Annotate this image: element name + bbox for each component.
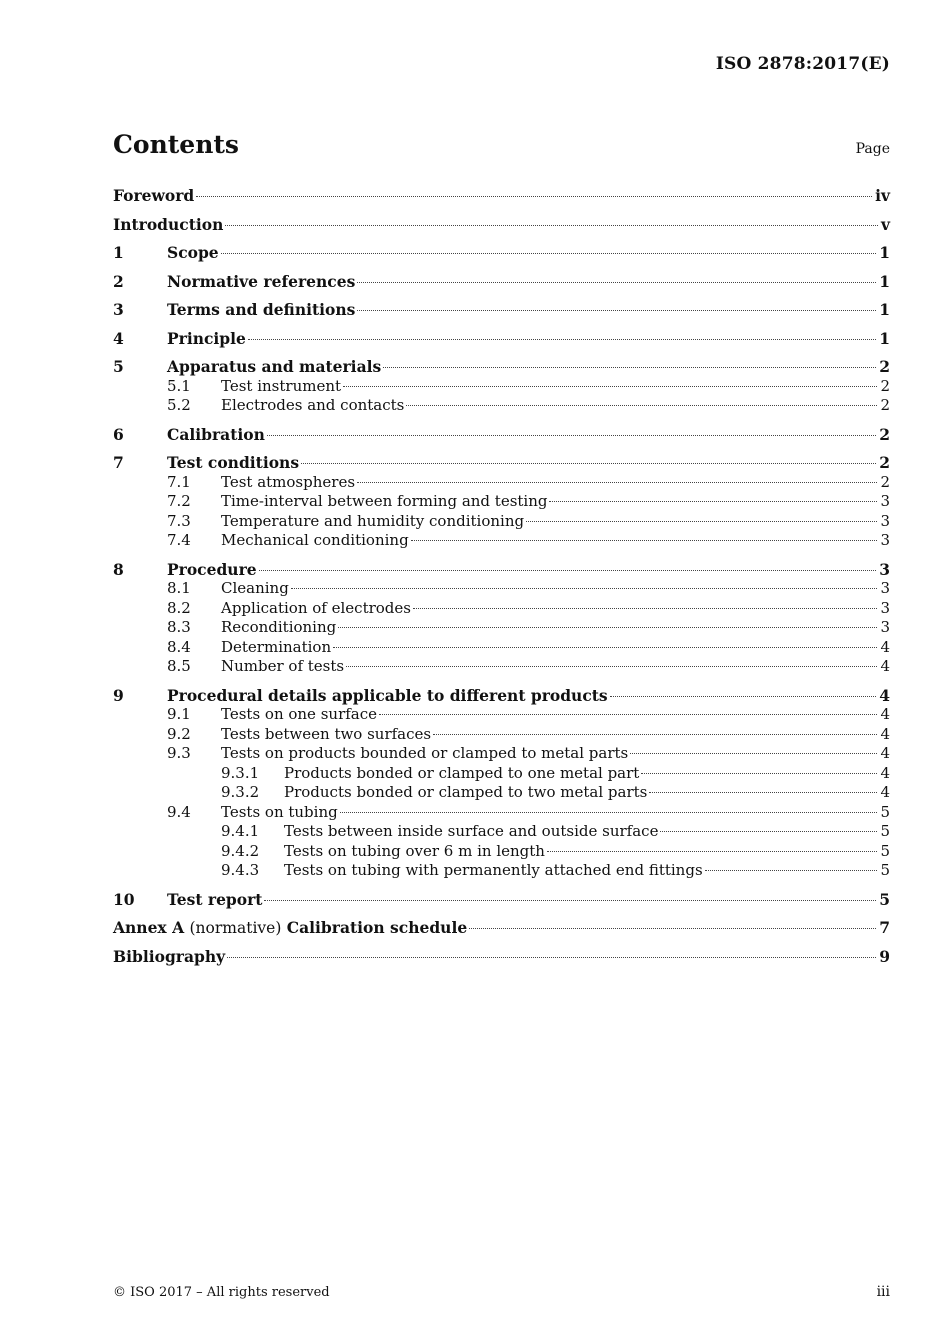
toc-number: 9.4.2 bbox=[221, 841, 260, 860]
toc-number: 9 bbox=[113, 685, 124, 705]
toc-entry-5-1[interactable] bbox=[113, 377, 890, 397]
dot-leader bbox=[649, 792, 877, 793]
toc-title: Tests on one surface bbox=[221, 705, 378, 723]
toc-page: 3 bbox=[879, 559, 890, 579]
toc-entry-introduction[interactable] bbox=[113, 215, 890, 235]
dot-leader bbox=[291, 588, 878, 589]
dot-leader bbox=[641, 773, 877, 774]
toc-number: 9.1 bbox=[167, 705, 191, 723]
toc-number: 5.2 bbox=[167, 396, 191, 414]
copyright-notice: © ISO 2017 – All rights reserved bbox=[113, 1285, 330, 1300]
dot-leader bbox=[526, 521, 877, 522]
toc-number: 9.2 bbox=[167, 724, 191, 743]
dot-leader bbox=[346, 666, 877, 667]
toc-number: 8.3 bbox=[167, 618, 191, 636]
toc-entry-9-1[interactable] bbox=[113, 705, 890, 725]
toc-page: 1 bbox=[879, 328, 890, 348]
toc-entry-9-4-2[interactable] bbox=[113, 842, 890, 862]
toc-page: 3 bbox=[880, 492, 890, 510]
toc-page: 2 bbox=[880, 396, 890, 414]
dot-leader bbox=[248, 339, 876, 340]
toc-title: Tests on tubing over 6 m in length bbox=[284, 841, 545, 860]
toc-title: Apparatus and materials bbox=[167, 357, 382, 376]
dot-leader bbox=[411, 540, 878, 541]
toc-page: 5 bbox=[880, 822, 890, 840]
toc-title: Number of tests bbox=[221, 657, 345, 675]
dot-leader bbox=[333, 647, 877, 648]
dot-leader bbox=[259, 570, 877, 571]
toc-title: Scope bbox=[167, 243, 219, 262]
dot-leader bbox=[379, 714, 877, 715]
toc-entry-9-3-1[interactable] bbox=[113, 764, 890, 784]
toc-entry-8-4[interactable] bbox=[113, 638, 890, 658]
toc-title: Products bonded or clamped to two metal parts bbox=[284, 783, 648, 801]
toc-number: 9.3.2 bbox=[221, 783, 260, 801]
toc-entry-6[interactable] bbox=[113, 425, 890, 445]
toc-entry-9[interactable] bbox=[113, 686, 890, 706]
dot-leader bbox=[610, 696, 877, 697]
toc-number: 9.4.1 bbox=[221, 822, 260, 840]
toc-entry-4[interactable] bbox=[113, 329, 890, 349]
toc-title: Bibliography bbox=[113, 946, 226, 966]
toc-page: 4 bbox=[880, 637, 890, 656]
dot-leader bbox=[549, 501, 877, 502]
toc-number: 9.3.1 bbox=[221, 763, 260, 782]
toc-page: 2 bbox=[880, 472, 890, 491]
dot-leader bbox=[705, 870, 878, 871]
toc-page: 2 bbox=[879, 424, 890, 444]
toc-page: 4 bbox=[880, 724, 890, 743]
toc-entry-7-1[interactable] bbox=[113, 473, 890, 493]
toc-number: 7.1 bbox=[167, 472, 191, 491]
dot-leader bbox=[357, 482, 877, 483]
toc-entry-7[interactable] bbox=[113, 453, 890, 473]
dot-leader bbox=[383, 367, 876, 368]
toc-number: 8.1 bbox=[167, 579, 191, 597]
toc-title: Normative references bbox=[167, 271, 356, 291]
toc-entry-9-4[interactable] bbox=[113, 803, 890, 823]
toc-number: 8.4 bbox=[167, 637, 191, 656]
toc-title: Mechanical conditioning bbox=[221, 531, 409, 549]
dot-leader bbox=[264, 900, 876, 901]
toc-entry-9-4-3[interactable] bbox=[113, 861, 890, 881]
toc-entry-2[interactable] bbox=[113, 272, 890, 292]
dot-leader bbox=[413, 608, 877, 609]
toc-page: 1 bbox=[879, 300, 890, 319]
toc-page: 3 bbox=[880, 511, 890, 530]
toc-page: iv bbox=[875, 186, 890, 205]
toc-number: 2 bbox=[113, 271, 124, 291]
toc-number: 5.1 bbox=[167, 376, 191, 395]
toc-number: 5 bbox=[113, 357, 124, 376]
annex-label: Annex A bbox=[113, 918, 185, 937]
dot-leader bbox=[267, 435, 876, 436]
toc-entry-9-3[interactable] bbox=[113, 744, 890, 764]
dot-leader bbox=[338, 627, 877, 628]
dot-leader bbox=[225, 225, 878, 226]
dot-leader bbox=[547, 851, 877, 852]
toc-entry-8-2[interactable] bbox=[113, 599, 890, 619]
toc-page: 5 bbox=[880, 802, 890, 821]
toc-title: Test atmospheres bbox=[221, 472, 356, 491]
toc-title: Tests on tubing with permanently attached end fittings bbox=[284, 861, 703, 879]
toc-page: 3 bbox=[880, 598, 890, 617]
toc-entry-10[interactable] bbox=[113, 890, 890, 910]
toc-title: Test instrument bbox=[221, 376, 342, 395]
toc-title: Test report bbox=[167, 889, 263, 909]
toc-page: 1 bbox=[879, 271, 890, 291]
toc-title: Tests between two surfaces bbox=[221, 724, 432, 743]
toc-page: 3 bbox=[880, 618, 890, 636]
toc-entry-5-2[interactable] bbox=[113, 396, 890, 416]
toc-title: Reconditioning bbox=[221, 618, 337, 636]
toc-entry-annex-a[interactable] bbox=[113, 918, 890, 938]
dot-leader bbox=[227, 957, 876, 958]
document-id: ISO 2878:2017(E) bbox=[715, 54, 890, 74]
toc-title: Foreword bbox=[113, 186, 195, 205]
toc-page: 2 bbox=[880, 376, 890, 395]
toc-title: Determination bbox=[221, 637, 332, 656]
toc-title: Principle bbox=[167, 328, 246, 348]
dot-leader bbox=[433, 734, 877, 735]
contents-header bbox=[113, 130, 890, 159]
toc-page: 5 bbox=[880, 841, 890, 860]
toc-number: 9.4 bbox=[167, 802, 191, 821]
toc-page: 4 bbox=[880, 763, 890, 782]
dot-leader bbox=[357, 282, 876, 283]
toc-title: Time-interval between forming and testing bbox=[221, 492, 548, 510]
toc-number: 6 bbox=[113, 424, 124, 444]
dot-leader bbox=[301, 463, 876, 464]
toc-number: 7.3 bbox=[167, 511, 191, 530]
toc-number: 7.4 bbox=[167, 531, 191, 549]
toc-title: Procedural details applicable to different products bbox=[167, 685, 608, 705]
toc-page: 4 bbox=[880, 657, 890, 675]
page-footer bbox=[113, 1284, 890, 1300]
dot-leader bbox=[469, 928, 876, 929]
toc-page: 3 bbox=[880, 579, 890, 597]
toc-number: 8.5 bbox=[167, 657, 191, 675]
toc-number: 4 bbox=[113, 328, 124, 348]
toc-title bbox=[113, 918, 467, 939]
toc-entry-foreword[interactable] bbox=[113, 186, 890, 206]
page-column-label: Page bbox=[855, 141, 890, 157]
toc-title: Tests on products bounded or clamped to metal parts bbox=[221, 744, 629, 762]
toc-page: 4 bbox=[880, 744, 890, 762]
toc-entry-8-3[interactable] bbox=[113, 618, 890, 638]
toc-page: 3 bbox=[880, 531, 890, 549]
toc-page: 5 bbox=[879, 889, 890, 909]
toc-page: 2 bbox=[879, 357, 890, 376]
toc-entry-5[interactable] bbox=[113, 357, 890, 377]
toc-page: 1 bbox=[879, 243, 890, 262]
dot-leader bbox=[357, 310, 876, 311]
toc-page: 4 bbox=[880, 783, 890, 801]
dot-leader bbox=[343, 386, 877, 387]
dot-leader bbox=[340, 812, 878, 813]
dot-leader bbox=[196, 196, 872, 197]
toc-entry-9-2[interactable] bbox=[113, 725, 890, 745]
toc-title: Products bonded or clamped to one metal part bbox=[284, 763, 640, 782]
toc-page: 7 bbox=[879, 918, 890, 937]
toc-title: Temperature and humidity conditioning bbox=[221, 511, 525, 530]
toc-entry-9-3-2[interactable] bbox=[113, 783, 890, 803]
toc-number: 3 bbox=[113, 300, 124, 319]
toc-title: Tests on tubing bbox=[221, 802, 338, 821]
toc-title: Procedure bbox=[167, 559, 257, 579]
toc-title: Cleaning bbox=[221, 579, 289, 597]
toc-entry-1[interactable] bbox=[113, 243, 890, 263]
toc-entry-bibliography[interactable] bbox=[113, 947, 890, 967]
toc-title: Tests between inside surface and outside surface bbox=[284, 822, 659, 840]
toc-page: 2 bbox=[879, 453, 890, 472]
toc-number: 8.2 bbox=[167, 598, 191, 617]
toc-title: Introduction bbox=[113, 214, 224, 234]
contents-title: Contents bbox=[113, 130, 240, 159]
page-number: iii bbox=[876, 1284, 890, 1300]
dot-leader bbox=[660, 831, 877, 832]
toc-number: 1 bbox=[113, 243, 124, 262]
toc-entry-8[interactable] bbox=[113, 560, 890, 580]
toc-title: Test conditions bbox=[167, 453, 300, 472]
toc-page: v bbox=[880, 214, 890, 234]
toc-title: Application of electrodes bbox=[221, 598, 411, 617]
toc-entry-9-4-1[interactable] bbox=[113, 822, 890, 842]
toc-number: 7 bbox=[113, 453, 124, 472]
toc-number: 7.2 bbox=[167, 492, 191, 510]
table-of-contents bbox=[113, 186, 890, 966]
toc-title: Calibration bbox=[167, 424, 265, 444]
toc-entry-7-4[interactable] bbox=[113, 531, 890, 551]
toc-number: 8 bbox=[113, 559, 124, 579]
toc-title: Terms and definitions bbox=[167, 300, 356, 319]
toc-page: 4 bbox=[880, 705, 890, 723]
toc-page: 4 bbox=[879, 685, 890, 705]
toc-page: 5 bbox=[880, 861, 890, 879]
toc-number: 9.3 bbox=[167, 744, 191, 762]
annex-qualifier: (normative) bbox=[189, 919, 282, 937]
toc-number: 10 bbox=[113, 889, 135, 909]
toc-entry-7-3[interactable] bbox=[113, 512, 890, 532]
toc-entry-8-1[interactable] bbox=[113, 579, 890, 599]
toc-number: 9.4.3 bbox=[221, 861, 260, 879]
toc-entry-8-5[interactable] bbox=[113, 657, 890, 677]
dot-leader bbox=[406, 405, 877, 406]
toc-entry-7-2[interactable] bbox=[113, 492, 890, 512]
toc-entry-3[interactable] bbox=[113, 300, 890, 320]
toc-title: Electrodes and contacts bbox=[221, 396, 405, 414]
annex-title: Calibration schedule bbox=[286, 918, 468, 937]
dot-leader bbox=[630, 753, 877, 754]
dot-leader bbox=[221, 253, 877, 254]
toc-page: 9 bbox=[879, 946, 890, 966]
